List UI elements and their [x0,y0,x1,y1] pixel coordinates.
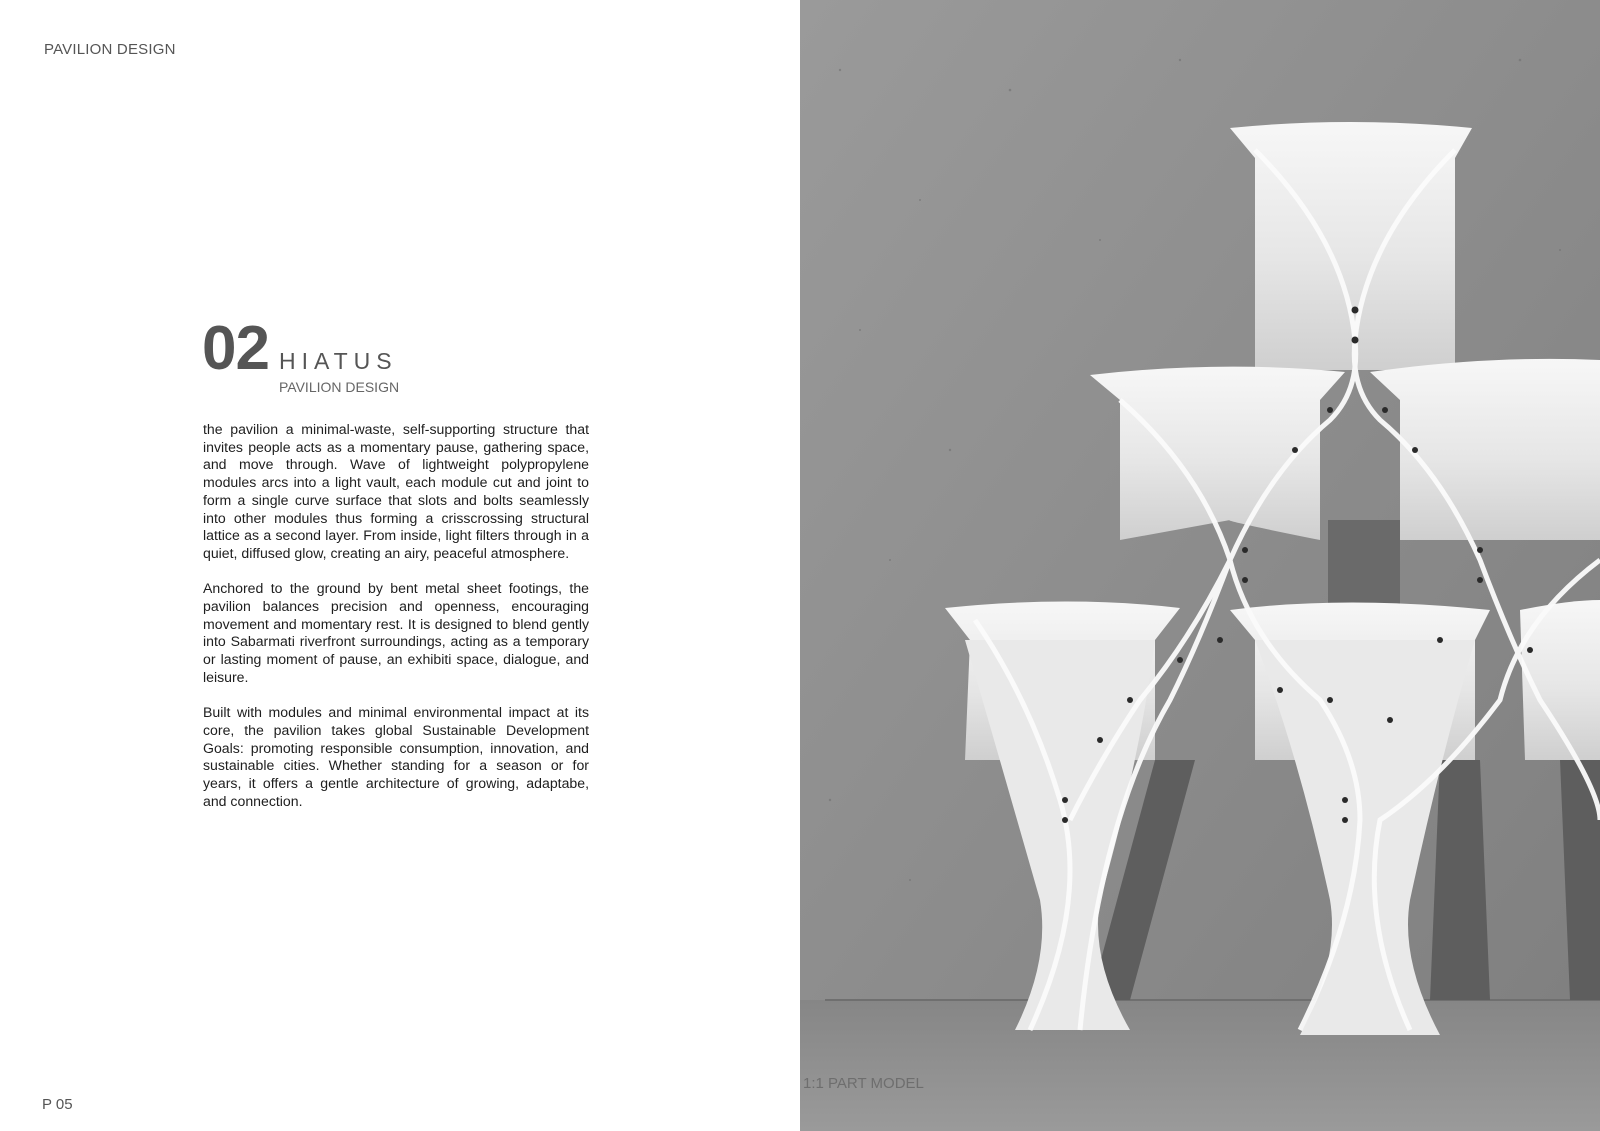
description-paragraph-1: the pavilion a minimal-waste, self-supporting structure that invites people acts as a momentary pause, gathering space, and move through. Wave of lightweight polypropylene modules arcs into a light vault, each module cut and joint to form a single curve surface that slots and bolts seamlessly into other modules thus forming a crisscrossing structural lattice as a second layer. From inside, light filters through in a quiet, diffused glow, creating an airy, peaceful atmosphere. [203,421,589,561]
description-paragraph-2: Anchored to the ground by bent metal sheet footings, the pavilion balances precision and openness, encouraging movement and momentary rest. It is designed to blend gently into Sabarmati riverfront surroundings, acting as a temporary or lasting moment of pause, an exhibiti space, dialogue, and leisure. [203,580,589,685]
description-paragraph-3: Built with modules and minimal environmental impact at its core, the pavilion takes global Sustainable Development Goals: promoting responsible consumption, innovation, and sustainable cities. Whether standing for a season or for years, it offers a gentle architecture of growing, adaptabe, and connection. [203,704,589,809]
project-description [203,421,589,828]
project-category: PAVILION DESIGN [279,379,400,395]
pavilion-model-illustration [800,0,1600,1131]
project-number: 02 [202,314,269,383]
pavilion-model-photo [800,0,1600,1131]
project-name: HIATUS [279,348,398,374]
page-number: P 05 [42,1096,73,1113]
photo-caption: 1:1 PART MODEL [803,1075,924,1092]
page-header-label: PAVILION DESIGN [44,41,176,58]
